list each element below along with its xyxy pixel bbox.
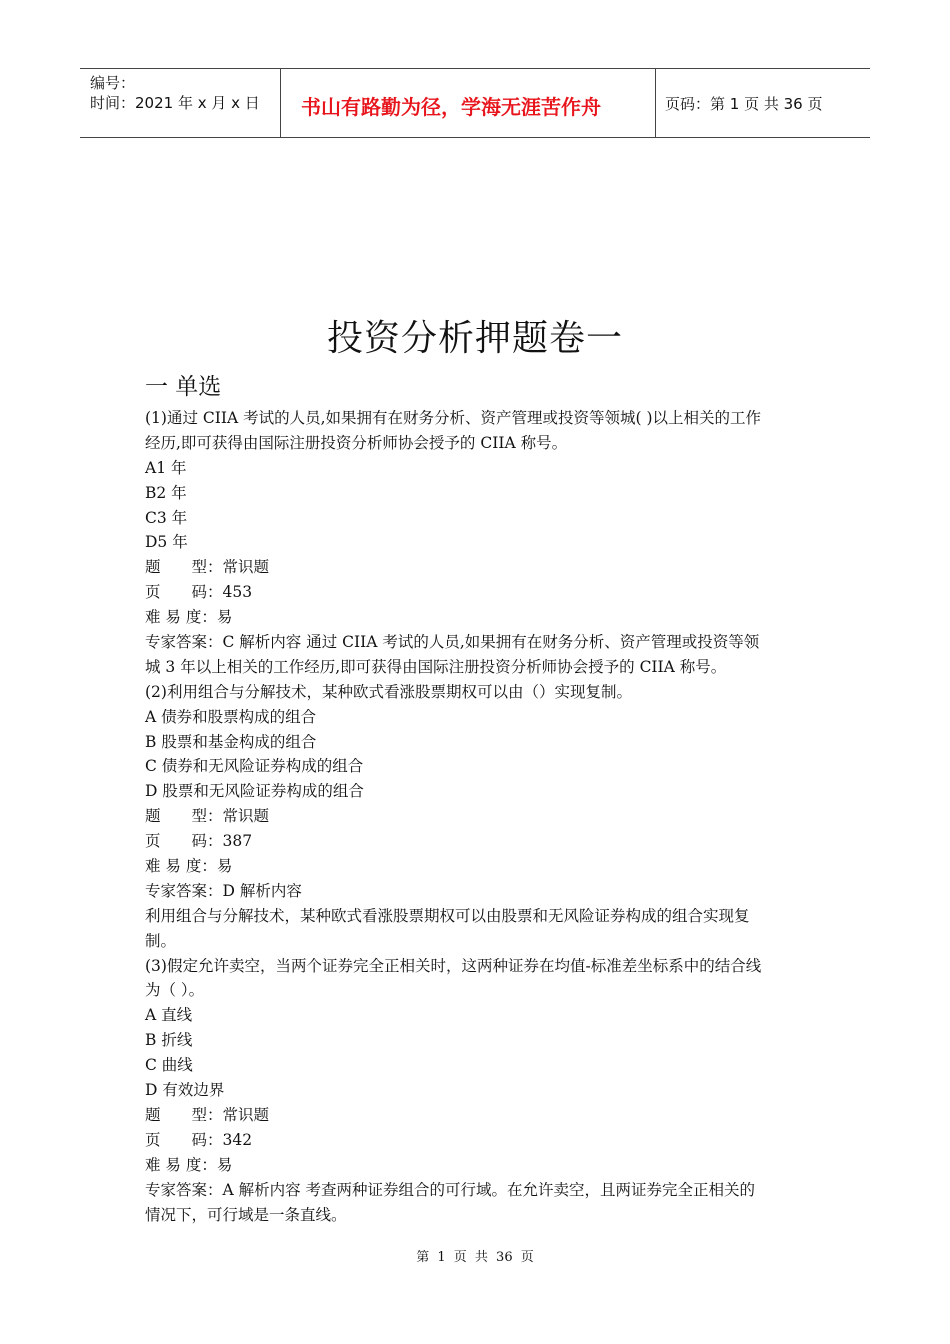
content-line: (3)假定允许卖空，当两个证券完全正相关时，这两种证券在均值-标准差坐标系中的结合线 xyxy=(145,956,762,975)
content-line: 制。 xyxy=(145,931,177,950)
content-line: C3 年 xyxy=(145,508,188,527)
content-line: 难 易 度：易 xyxy=(145,608,233,627)
document-time-label: 时间：2021 年 x 月 x 日 xyxy=(90,94,260,112)
content-line: B 股票和基金构成的组合 xyxy=(145,732,317,751)
content-line: 专家答案：A 解析内容 考查两种证券组合的可行域。在允许卖空，且两证券完全正相关的 xyxy=(145,1180,756,1199)
header-page-info: 页码：第 1 页 共 36 页 xyxy=(665,95,823,113)
question-content xyxy=(145,406,810,1227)
content-line: A 债券和股票构成的组合 xyxy=(145,707,317,726)
content-line: C 曲线 xyxy=(145,1056,193,1075)
content-line: 题 型：常识题 xyxy=(145,558,270,577)
document-number-label: 编号： xyxy=(90,74,136,92)
header-meta-cell xyxy=(80,69,280,137)
content-line: (2)利用组合与分解技术，某种欧式看涨股票期权可以由（）实现复制。 xyxy=(145,682,632,701)
content-line: D 股票和无风险证券构成的组合 xyxy=(145,782,364,801)
content-line: 为（ ）。 xyxy=(145,981,205,1000)
content-line: 难 易 度：易 xyxy=(145,857,233,876)
content-line: 城 3 年以上相关的工作经历,即可获得由国际注册投资分析师协会授予的 CIIA 称号。 xyxy=(145,657,727,676)
content-line: D5 年 xyxy=(145,533,188,552)
content-line: A 直线 xyxy=(145,1006,193,1025)
content-line: 经历,即可获得由国际注册投资分析师协会授予的 CIIA 称号。 xyxy=(145,433,568,452)
content-line: C 债券和无风险证券构成的组合 xyxy=(145,757,364,776)
content-line: 专家答案：D 解析内容 xyxy=(145,881,302,900)
content-line: B 折线 xyxy=(145,1031,193,1050)
content-line: (1)通过 CIIA 考试的人员,如果拥有在财务分析、资产管理或投资等领城( )以上相关的工作 xyxy=(145,409,762,427)
content-line: 页 码：387 xyxy=(145,832,253,851)
content-line: B2 年 xyxy=(145,483,187,502)
content-line: A1 年 xyxy=(145,458,187,477)
content-line: 题 型：常识题 xyxy=(145,1105,270,1124)
content-line: 专家答案：C 解析内容 通过 CIIA 考试的人员,如果拥有在财务分析、资产管理或投资等领 xyxy=(145,633,760,652)
content-line: 页 码：453 xyxy=(145,583,253,602)
header-page-cell xyxy=(655,69,870,137)
content-line: 情况下，可行域是一条直线。 xyxy=(145,1205,347,1224)
page-footer: 第 1 页 共 36 页 xyxy=(416,1250,534,1265)
header-motto-cell xyxy=(280,69,656,137)
content-line: 难 易 度：易 xyxy=(145,1155,233,1174)
content-line: 页 码：342 xyxy=(145,1130,253,1149)
content-line: 题 型：常识题 xyxy=(145,807,270,826)
content-line: 利用组合与分解技术，某种欧式看涨股票期权可以由股票和无风险证券构成的组合实现复 xyxy=(145,906,750,925)
content-line: D 有效边界 xyxy=(145,1081,225,1100)
document-title: 投资分析押题卷一 xyxy=(326,318,623,359)
header-motto: 书山有路勤为径，学海无涯苦作舟 xyxy=(301,95,601,119)
section-heading: 一 单选 xyxy=(145,374,222,400)
page-header xyxy=(80,68,870,138)
